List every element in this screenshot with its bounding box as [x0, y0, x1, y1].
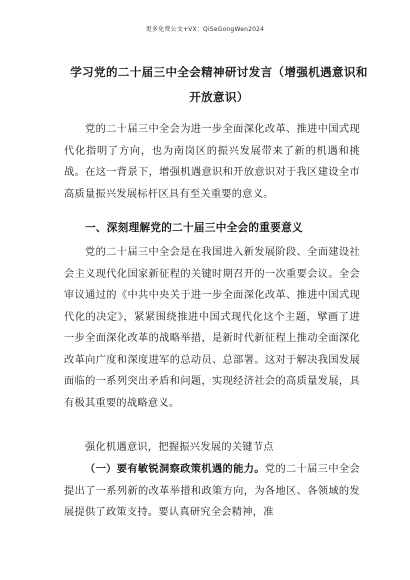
paragraph-opportunity-heading: 强化机遇意识，把握振兴发展的关键节点 — [85, 442, 274, 453]
document-title: 学习党的二十届三中全会精神研讨发言（增强机遇意识和开放意识） — [70, 65, 368, 104]
section-heading-1: 一、深刻理解党的二十届三中全会的重要意义 — [85, 222, 303, 234]
header-note: 更多免费公文+VX：QiSeGongWen2024 — [145, 26, 265, 33]
paragraph-policy-opportunity — [64, 459, 360, 524]
subsection-heading-1: （一）要有敏锐洞察政策机遇的能力。 — [85, 464, 265, 475]
paragraph-policy-text: 党的二十届三中全会提出了一系列新的改革举措和政策方向，为各地区、各领域的发展提供了政策支持。要认真研究全会精神，准 — [64, 464, 360, 518]
paragraph-intro: 党的二十届三中全会为进一步全面深化改革、推进中国式现代化指明了方向，也为南岗区的振兴发展带来了新的机遇和挑战。在这一背景下，增强机遇意识和开放意识对于我区建设全市高质量振兴发展标杆区具有至关重要的意义。 — [64, 124, 360, 200]
paragraph-significance: 党的二十届三中全会是在我国进入新发展阶段、全面建设社会主义现代化国家新征程的关键时期召开的一次重要会议。全会审议通过的《中共中央关于进一步全面深化改革、推进中国式现代化的决定》，紧紧围绕推进中国式现代化这个主题，擘画了进一步全面深化改革的战略举措，是新时代新征程上推动全面深化改革向广度和深度进军的总动员、总部署。这对于解决我国发展面临的一系列突出矛盾和问题，实现经济社会的高质量发展，具有极其重要的战略意义。 — [64, 247, 360, 409]
